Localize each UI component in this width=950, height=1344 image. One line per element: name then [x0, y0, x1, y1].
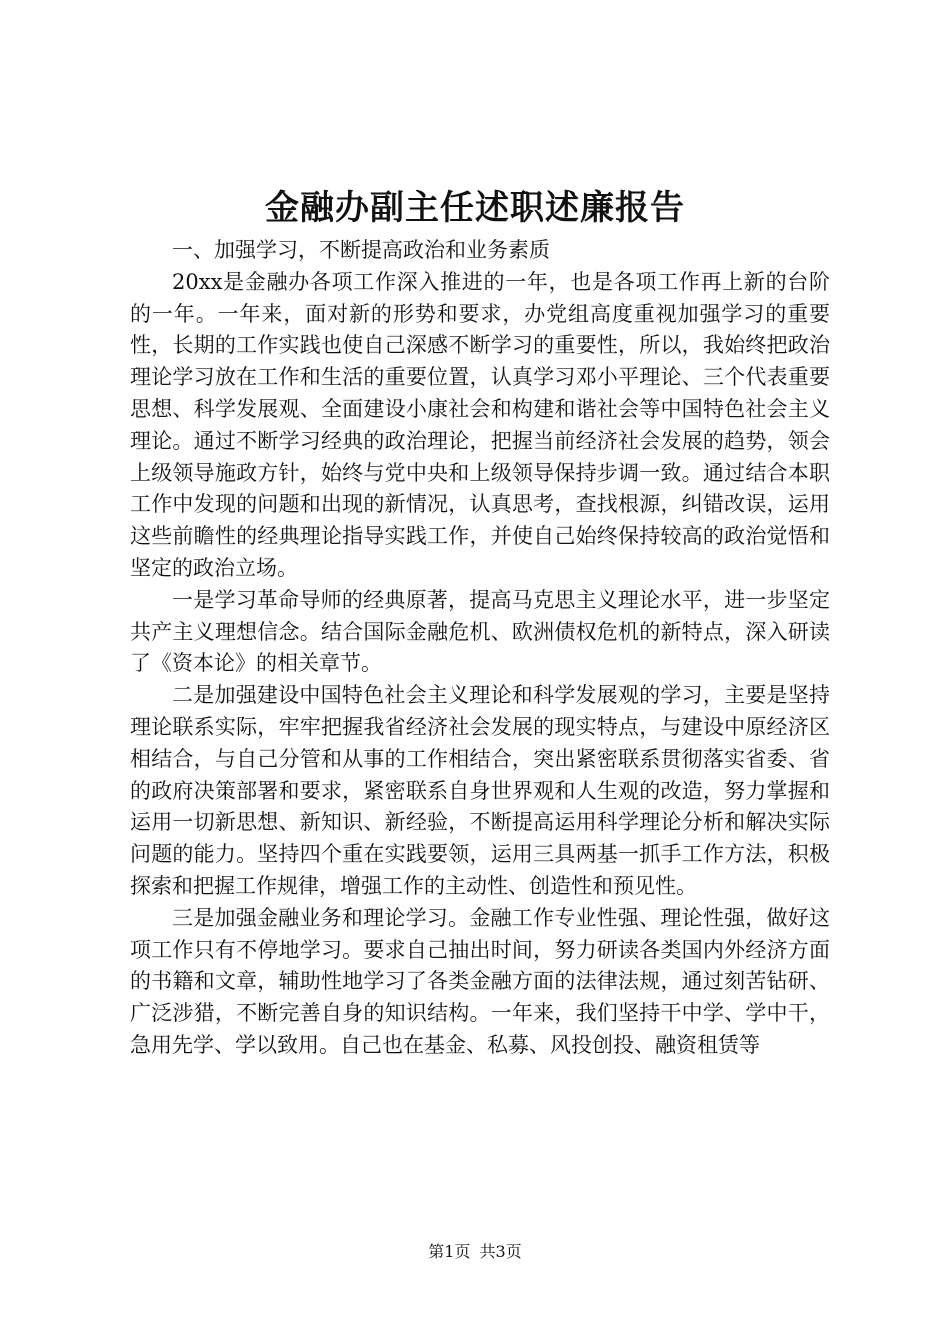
paragraph: 一是学习革命导师的经典原著，提高马克思主义理论水平，进一步坚定共产主义理想信念。结合国际金融危机、欧洲债权危机的新特点，深入研读了《资本论》的相关章节。: [130, 587, 830, 676]
page-number: 第1页: [428, 1242, 471, 1261]
section-heading: 一、加强学习，不断提高政治和业务素质: [172, 238, 550, 262]
page-total: 共3页: [479, 1242, 522, 1261]
document-body: [130, 235, 830, 1062]
page-footer: [0, 1240, 950, 1264]
document-title: 金融办副主任述职述廉报告: [265, 188, 685, 228]
paragraph: 二是加强建设中国特色社会主义理论和科学发展观的学习，主要是坚持理论联系实际，牢牢把握我省经济社会发展的现实特点，与建设中原经济区相结合，与自己分管和从事的工作相结合，突出紧密联系贯彻落实省委、省的政府决策部署和要求，紧密联系自身世界观和人生观的改造，努力掌握和运用一切新思想、新知识、新经验，不断提高运用科学理论分析和解决实际问题的能力。坚持四个重在实践要领，运用三具两基一抓手工作方法，积极探索和把握工作规律，增强工作的主动性、创造性和预见性。: [130, 683, 830, 898]
paragraph: 20xx是金融办各项工作深入推进的一年，也是各项工作再上新的台阶的一年。一年来，面对新的形势和要求，办党组高度重视加强学习的重要性，长期的工作实践也使自己深感不断学习的重要性，所以，我始终把政治理论学习放在工作和生活的重要位置，认真学习邓小平理论、三个代表重要思想、科学发展观、全面建设小康社会和构建和谐社会等中国特色社会主义理论。通过不断学习经典的政治理论，把握当前经济社会发展的趋势，领会上级领导施政方针，始终与党中央和上级领导保持步调一致。通过结合本职工作中发现的问题和出现的新情况，认真思考，查找根源，纠错改误，运用这些前瞻性的经典理论指导实践工作，并使自己始终保持较高的政治觉悟和坚定的政治立场。: [130, 269, 830, 580]
paragraph: 三是加强金融业务和理论学习。金融工作专业性强、理论性强，做好这项工作只有不停地学习。要求自己抽出时间，努力研读各类国内外经济方面的书籍和文章，辅助性地学习了各类金融方面的法律法规，通过刻苦钻研、广泛涉猎，不断完善自身的知识结构。一年来，我们坚持干中学、学中干，急用先学、学以致用。自己也在基金、私募、风投创投、融资租赁等: [130, 905, 830, 1057]
